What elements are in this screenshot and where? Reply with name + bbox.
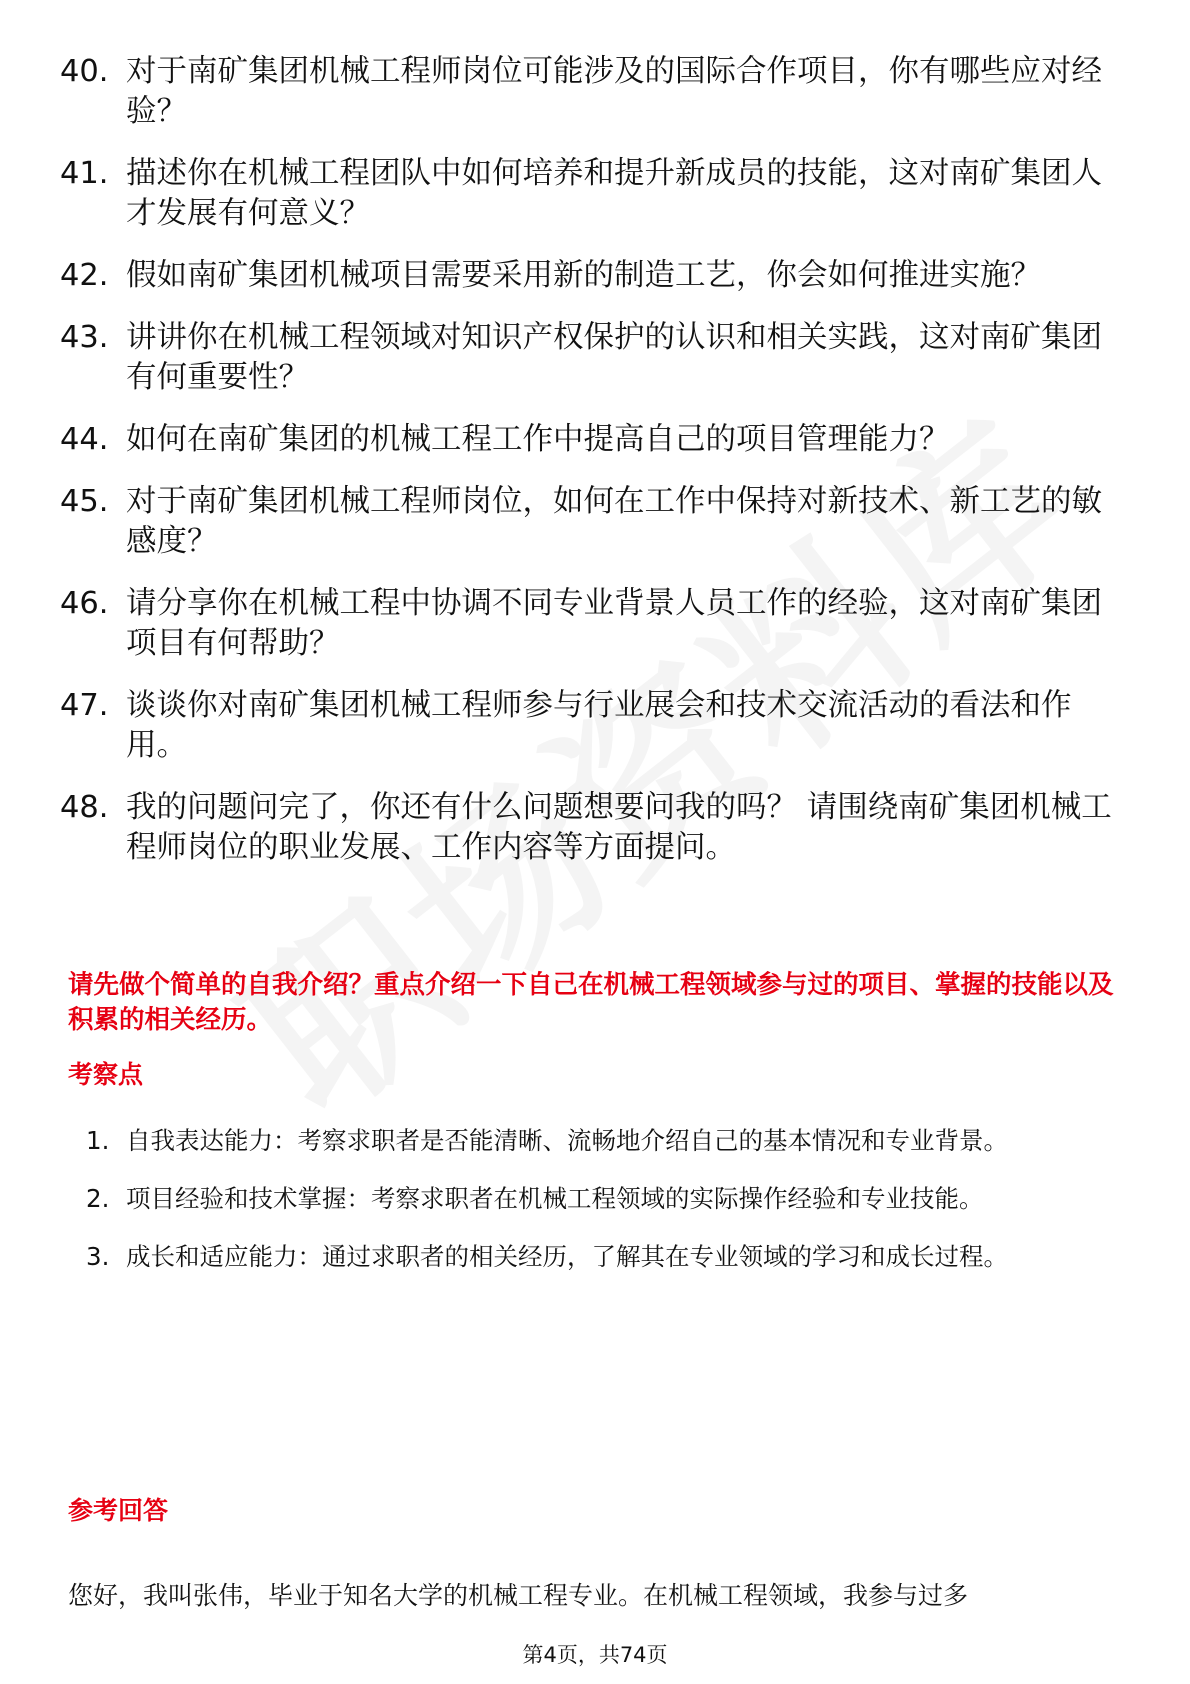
question-item bbox=[60, 584, 1130, 664]
assessment-point bbox=[86, 1170, 1126, 1228]
point-text: 项目经验和技术掌握：考察求职者在机械工程领域的实际操作经验和专业技能。 bbox=[126, 1184, 984, 1213]
question-text: 假如南矿集团机械项目需要采用新的制造工艺，你会如何推进实施？ bbox=[126, 258, 1041, 293]
question-number: 48. bbox=[60, 790, 109, 825]
question-text: 对于南矿集团机械工程师岗位，如何在工作中保持对新技术、新工艺的敏感度？ bbox=[126, 484, 1102, 559]
assessment-point bbox=[86, 1112, 1126, 1170]
question-number: 40. bbox=[60, 54, 109, 89]
reference-heading: 参考回答 bbox=[68, 1496, 169, 1525]
question-number: 45. bbox=[60, 484, 109, 519]
question-item bbox=[60, 788, 1130, 868]
question-item bbox=[60, 318, 1130, 398]
question-item bbox=[60, 256, 1130, 296]
point-number: 3. bbox=[86, 1242, 110, 1271]
point-number: 1. bbox=[86, 1126, 110, 1155]
point-text: 成长和适应能力：通过求职者的相关经历，了解其在专业领域的学习和成长过程。 bbox=[126, 1242, 1008, 1271]
point-number: 2. bbox=[86, 1184, 110, 1213]
question-text: 谈谈你对南矿集团机械工程师参与行业展会和技术交流活动的看法和作用。 bbox=[126, 688, 1072, 763]
assessment-points bbox=[86, 1112, 1126, 1286]
question-text: 描述你在机械工程团队中如何培养和提升新成员的技能，这对南矿集团人才发展有何意义？ bbox=[126, 156, 1102, 231]
question-number: 44. bbox=[60, 422, 109, 457]
reference-answer: 您好，我叫张伟，毕业于知名大学的机械工程专业。在机械工程领域，我参与过多 bbox=[68, 1581, 969, 1610]
question-text: 讲讲你在机械工程领域对知识产权保护的认识和相关实践，这对南矿集团有何重要性？ bbox=[126, 320, 1102, 395]
question-item bbox=[60, 420, 1130, 460]
question-number: 46. bbox=[60, 586, 109, 621]
question-item bbox=[60, 686, 1130, 766]
question-text: 对于南矿集团机械工程师岗位可能涉及的国际合作项目，你有哪些应对经验？ bbox=[126, 54, 1102, 129]
interview-prompt: 请先做个简单的自我介绍？重点介绍一下自己在机械工程领域参与过的项目、掌握的技能以及积累的相关经历。 bbox=[68, 970, 1114, 1035]
point-text: 自我表达能力：考察求职者是否能清晰、流畅地介绍自己的基本情况和专业背景。 bbox=[126, 1126, 1008, 1155]
question-list bbox=[60, 52, 1130, 890]
question-number: 41. bbox=[60, 156, 109, 191]
assessment-heading: 考察点 bbox=[68, 1060, 144, 1089]
page-footer: 第4页，共74页 bbox=[522, 1643, 668, 1667]
question-item bbox=[60, 154, 1130, 234]
question-text: 请分享你在机械工程中协调不同专业背景人员工作的经验，这对南矿集团项目有何帮助？ bbox=[126, 586, 1102, 661]
assessment-point bbox=[86, 1228, 1126, 1286]
question-item bbox=[60, 52, 1130, 132]
question-text: 如何在南矿集团的机械工程工作中提高自己的项目管理能力？ bbox=[126, 422, 950, 457]
question-number: 42. bbox=[60, 258, 109, 293]
question-number: 47. bbox=[60, 688, 109, 723]
question-number: 43. bbox=[60, 320, 109, 355]
question-text: 我的问题问完了，你还有什么问题想要问我的吗？ 请围绕南矿集团机械工程师岗位的职业发展、工作内容等方面提问。 bbox=[126, 790, 1112, 865]
question-item bbox=[60, 482, 1130, 562]
